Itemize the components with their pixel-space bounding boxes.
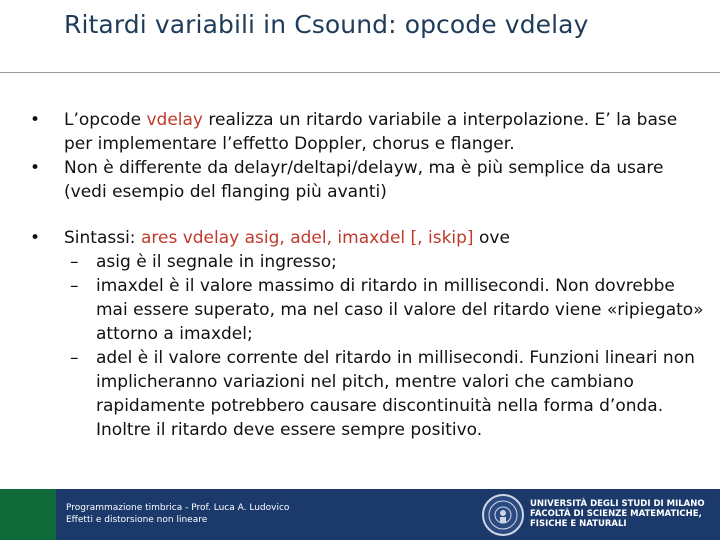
footer-bar <box>0 489 720 540</box>
bullet-text-post: realizza un ritardo variabile a interpolazione. E’ la base per implementare l’effetto Doppler, chorus e flanger. <box>64 110 678 154</box>
subitem-text: asig è il segnale in ingresso; <box>96 252 337 272</box>
title-divider <box>0 72 720 73</box>
syntax-code: ares vdelay asig, adel, imaxdel [, iskip] <box>140 228 474 248</box>
subitem-asig <box>30 250 710 274</box>
slide-title: Ritardi variabili in Csound: opcode vdelay <box>64 10 589 39</box>
bullet-text: Non è differente da delayr/deltapi/delayw, ma è più semplice da usare (vedi esempio del flanging più avanti) <box>64 158 664 202</box>
code-vdelay: vdelay <box>146 110 203 130</box>
slide-body <box>30 108 710 442</box>
footer-course: Programmazione timbrica - Prof. Luca A. Ludovico <box>66 503 290 513</box>
footer-course-info <box>66 502 289 526</box>
bullet-dot: • <box>30 110 41 130</box>
subitem-adel <box>30 346 710 442</box>
footer-topic: Effetti e distorsione non lineare <box>66 515 208 525</box>
university-line-1: UNIVERSITÀ DEGLI STUDI DI MILANO <box>530 499 705 509</box>
subitem-text: imaxdel è il valore massimo di ritardo in millisecondi. Non dovrebbe mai essere superato, ma nel caso il valore del ritardo viene «ripiegato» attorno a imaxdel; <box>96 276 704 344</box>
university-line-3: FISICHE E NATURALI <box>530 519 627 529</box>
sub-dash: – <box>70 252 79 272</box>
bullet-text-pre: L’opcode <box>64 110 147 130</box>
sub-dash: – <box>70 348 79 368</box>
footer-accent <box>0 489 56 540</box>
university-seal-icon <box>482 494 524 536</box>
university-line-2: FACOLTÀ DI SCIENZE MATEMATICHE, <box>530 509 702 519</box>
sub-dash: – <box>70 276 79 296</box>
university-name <box>530 499 705 529</box>
bullet-syntax <box>30 226 710 250</box>
bullet-dot: • <box>30 158 41 178</box>
bullet-comparison <box>30 156 710 204</box>
bullet-dot: • <box>30 228 41 248</box>
syntax-post: ove <box>473 228 510 248</box>
subitem-text: adel è il valore corrente del ritardo in millisecondi. Funzioni lineari non implicheranno variazioni nel pitch, mentre valori che cambiano rapidamente potrebbero causare discontinuità nella forma d’onda. Inoltre il ritardo deve essere sempre positivo. <box>96 348 695 440</box>
bullet-vdelay-description <box>30 108 710 156</box>
subitem-imaxdel <box>30 274 710 346</box>
syntax-label: Sintassi: <box>64 228 141 248</box>
